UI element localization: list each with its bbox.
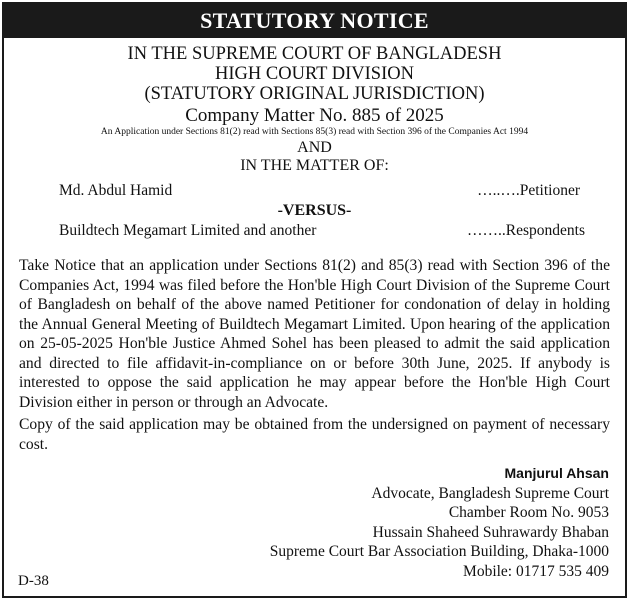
court-division: HIGH COURT DIVISION	[215, 64, 414, 84]
building-address: Supreme Court Bar Association Building, Dhaka-1000	[269, 543, 609, 560]
matter-number: Company Matter No. 885 of 2025	[185, 105, 444, 126]
respondent-name: Buildtech Megamart Limited and another	[59, 222, 317, 239]
chamber-room: Chamber Room No. 9053	[448, 504, 609, 521]
notice-paragraph-2: Copy of the said application may be obtained from the undersigned on payment of necessary cost.	[19, 416, 610, 453]
respondent-row	[4, 220, 625, 242]
versus-heading: -VERSUS-	[277, 202, 352, 219]
signature-block	[270, 464, 609, 581]
notice-body	[19, 256, 610, 454]
notice-frame	[2, 2, 627, 598]
in-the-matter-heading: IN THE MATTER OF:	[240, 157, 389, 174]
petitioner-row	[4, 180, 625, 202]
and-heading: AND	[297, 139, 332, 156]
advocate-name: Manjurul Ahsan	[504, 465, 609, 481]
petitioner-role: …..….Petitioner	[477, 182, 580, 199]
advocate-title: Advocate, Bangladesh Supreme Court	[371, 484, 609, 502]
court-jurisdiction: (STATUTORY ORIGINAL JURISDICTION)	[144, 84, 485, 104]
notice-title: STATUTORY NOTICE	[4, 4, 625, 38]
building-name: Hussain Shaheed Suhrawardy Bhaban	[372, 523, 609, 541]
notice-paragraph-1: Take Notice that an application under Sections 81(2) and 85(3) read with Section 396 of the Companies Act, 1994 was filed before the Hon'ble High Court Division of the Supreme Court of Bangladesh on behalf of the above named Petitioner for condonation of delay in holding the Annual General Meeting of Buildtech Megamart Limited. Upon hearing of the application on 25-05-2025 Hon'ble Justice Ahmed Sohel has been pleased to admit the said application and directed to file affidavit-in-compliance on or before 30th June, 2025. If anybody is interested to oppose the said application he may appear before the Hon'ble High Court Division either in person or through an Advocate.	[19, 257, 610, 411]
application-description: An Application under Sections 81(2) read with Sections 85(3) read with Section 396 of the Companies Act 1994	[100, 127, 529, 137]
respondent-role: ……..Respondents	[467, 222, 585, 239]
petitioner-name: Md. Abdul Hamid	[59, 182, 173, 199]
ad-code: D-38	[18, 573, 49, 589]
mobile-number: Mobile: 01717 535 409	[463, 562, 609, 580]
court-name: IN THE SUPREME COURT OF BANGLADESH	[127, 44, 502, 64]
